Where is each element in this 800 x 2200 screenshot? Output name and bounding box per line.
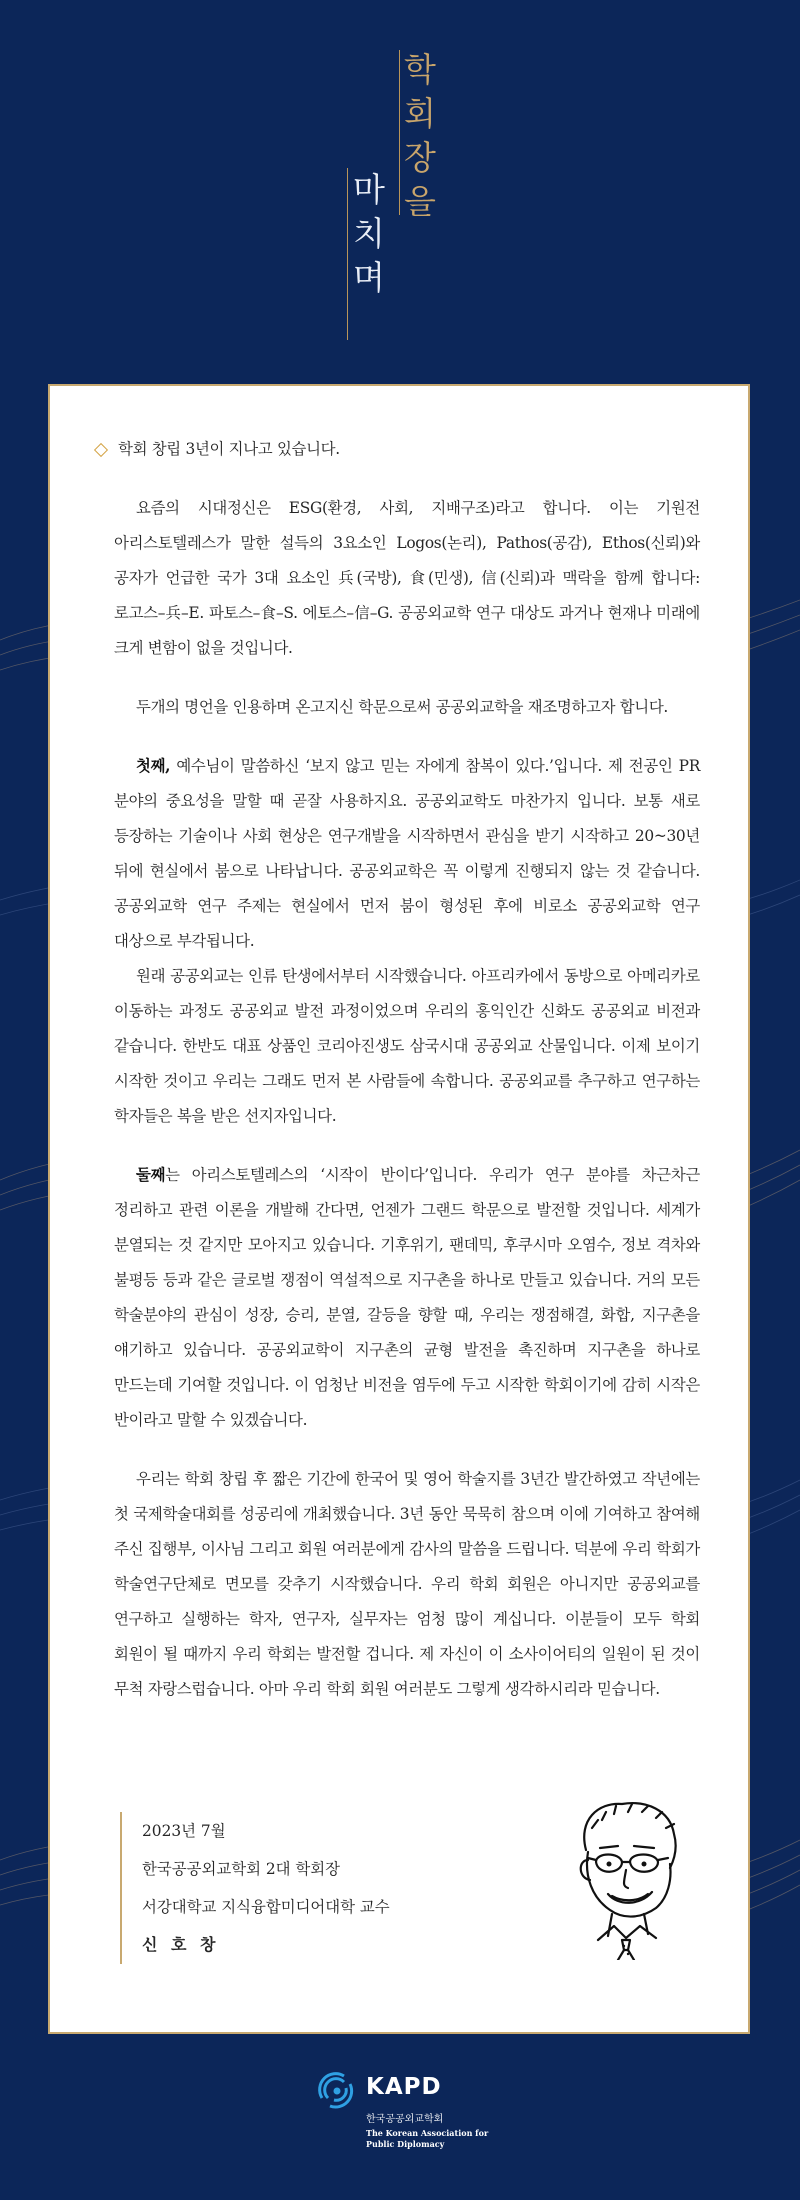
second-lead: 둘째 <box>136 1166 166 1184</box>
signature-affiliation: 서강대학교 지식융합미디어대학 교수 <box>142 1898 390 1916</box>
title-char: 장 <box>404 138 436 177</box>
title-char: 치 <box>353 214 385 253</box>
title-char: 며 <box>353 258 385 297</box>
paragraph-second <box>114 1158 700 1438</box>
first-lead: 첫째, <box>136 757 171 775</box>
title-section <box>0 0 800 360</box>
logo-english-name-2: Public Diplomacy <box>366 2139 445 2149</box>
signature-date: 2023년 7월 <box>142 1822 226 1840</box>
signature-name: 신 호 창 <box>142 1935 220 1954</box>
logo-english-name-1: The Korean Association for <box>366 2128 489 2138</box>
paragraph: 두개의 명언을 인용하며 온고지신 학문으로써 공공외교학을 재조명하고자 합니다. <box>136 698 669 716</box>
title-char: 학 <box>404 50 436 89</box>
intro-line <box>96 432 700 467</box>
logo-korean-name: 한국공공외교학회 <box>366 2114 444 2125</box>
author-caricature <box>558 1790 698 1960</box>
title-gold-rule <box>399 50 400 215</box>
paragraph: 우리는 학회 창립 후 짧은 기간에 한국어 및 영어 학술지를 3년간 발간하였고 작년에는 첫 국제학술대회를 성공리에 개최했습니다. 3년 동안 묵묵히 참으며 이에 기여하고 참여해 주신 집행부, 이사님 그리고 회원 여러분에게 감사의 말씀을 드립니다. 덕분에 우리 학회가 학술연구단체로 면모를 갖추기 시작했습니다. 우리 학회 회원은 아니지만 공공외교를 연구하고 실행하는 학자, 연구자, 실무자는 엄청 많이 계십니다. 이분들이 모두 학회 회원이 될 때까지 우리 학회는 발전할 겁니다. 제 자신이 이 소사이어티의 일원이 된 것이 무척 자랑스럽습니다. 아마 우리 학회 회원 여러분도 그렇게 생각하시리라 믿습니다. <box>114 1470 700 1698</box>
title-gold-rule <box>347 168 348 340</box>
diamond-bullet-icon <box>94 442 108 456</box>
title-line-2 <box>353 168 385 300</box>
paragraph-text: 예수님이 말씀하신 ‘보지 않고 믿는 자에게 참복이 있다.’입니다. 제 전공인 PR 분야의 중요성을 말할 때 곧잘 사용하지요. 공공외교학도 마찬가지 입니다. 보통 새로 등장하는 기술이나 사회 현상은 연구개발을 시작하면서 관심을 받기 시작하고 20~30년 뒤에 현실에서 붐으로 나타납니다. 공공외교학은 꼭 이렇게 진행되지 않는 것 같습니다. 공공외교학 연구 주제는 현실에서 먼저 붐이 형성된 후에 비로소 공공외교학 연구 대상으로 부각됩니다. <box>114 757 701 950</box>
kapd-logo <box>314 2068 514 2164</box>
letter-card <box>48 384 750 2034</box>
kapd-globe-icon <box>314 2068 360 2114</box>
paragraph-first <box>114 749 700 959</box>
title-char: 을 <box>404 182 436 221</box>
signature-block <box>120 1812 390 1964</box>
paragraph: 요즘의 시대정신은 ESG(환경, 사회, 지배구조)라고 합니다. 이는 기원전 아리스토텔레스가 말한 설득의 3요소인 Logos(논리), Pathos(공감), Ethos(신뢰)와 공자가 언급한 국가 3대 요소인 兵(국방), 食(민생), 信(신뢰)과 맥락을 함께 합니다: 로고스–兵–E. 파토스–食–S. 에토스–信–G. 공공외교학 연구 대상도 과거나 현재나 미래에 크게 변함이 없을 것입니다. <box>114 499 700 657</box>
intro-text: 학회 창립 3년이 지나고 있습니다. <box>118 440 340 458</box>
signature-position: 한국공공외교학회 2대 학회장 <box>142 1860 340 1878</box>
logo-acronym: KAPD <box>366 2074 442 2100</box>
paragraph-text: 는 아리스토텔레스의 ‘시작이 반이다’입니다. 우리가 연구 분야를 차근차근 정리하고 관련 이론을 개발해 간다면, 언젠가 그랜드 학문으로 발전할 것입니다. 세계가 분열되는 것 같지만 모아지고 있습니다. 기후위기, 팬데믹, 후쿠시마 오염수, 정보 격차와 불평등 등과 같은 글로벌 쟁점이 역설적으로 지구촌을 하나로 만들고 있습니다. 거의 모든 학술분야의 관심이 성장, 승리, 분열, 갈등을 향할 때, 우리는 쟁점해결, 화합, 지구촌을 얘기하고 있습니다. 공공외교학이 지구촌의 균형 발전을 촉진하며 지구촌을 하나로 만드는데 기여할 것입니다. 이 엄청난 비전을 염두에 두고 시작한 학회이기에 감히 시작은 반이라고 말할 수 있겠습니다. <box>114 1166 700 1429</box>
letter-body <box>114 432 700 1707</box>
paragraph: 원래 공공외교는 인류 탄생에서부터 시작했습니다. 아프리카에서 동방으로 아메리카로 이동하는 과정도 공공외교 발전 과정이었으며 우리의 홍익인간 신화도 공공외교 비전과 같습니다. 한반도 대표 상품인 코리아진생도 삼국시대 공공외교 산물입니다. 이제 보이기 시작한 것이고 우리는 그래도 먼저 본 사람들에 속합니다. 공공외교를 추구하고 연구하는 학자들은 복을 받은 선지자입니다. <box>114 967 700 1125</box>
title-line-1 <box>404 48 436 224</box>
title-char: 회 <box>404 94 436 133</box>
title-char: 마 <box>353 170 385 209</box>
